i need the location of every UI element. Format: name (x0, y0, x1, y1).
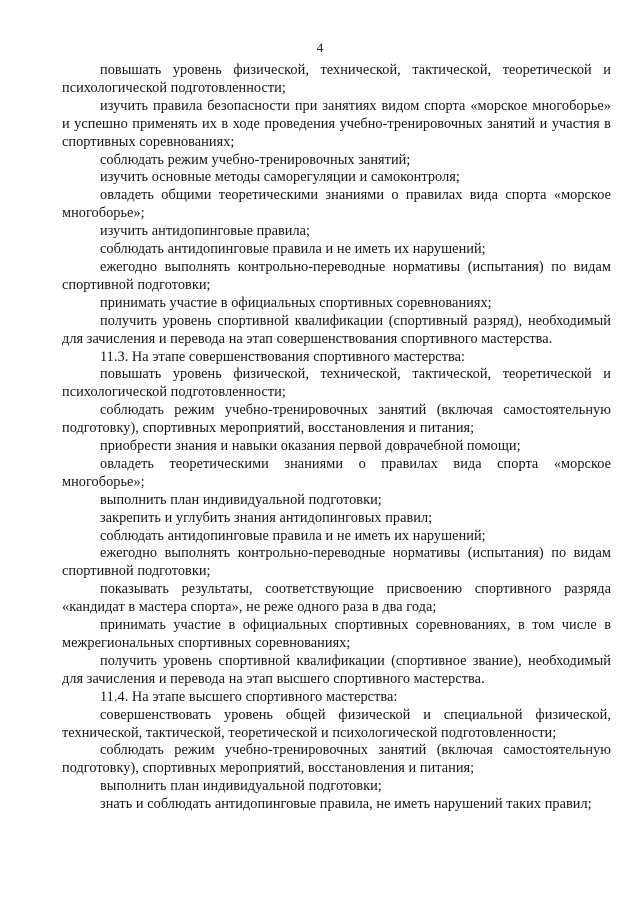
paragraph: повышать уровень физической, технической, тактической, теоретической и психологической подготовленности; (62, 366, 611, 401)
paragraph: ежегодно выполнять контрольно-переводные нормативы (испытания) по видам спортивной подготовки; (62, 545, 611, 580)
paragraph: соблюдать антидопинговые правила и не иметь их нарушений; (100, 241, 486, 258)
paragraph: принимать участие в официальных спортивных соревнованиях, в том числе в межрегиональных спортивных соревнованиях; (62, 617, 611, 651)
paragraph: соблюдать режим учебно-тренировочных занятий (включая самостоятельную подготовку), спортивных мероприятий, восстановления и питания; (62, 402, 611, 437)
paragraph: ежегодно выполнять контрольно-переводные нормативы (испытания) по видам спортивной подготовки; (62, 258, 611, 293)
section-heading: 11.4. На этапе высшего спортивного мастерства: (100, 688, 398, 705)
paragraph: соблюдать антидопинговые правила и не иметь их нарушений; (100, 527, 486, 544)
paragraph: знать и соблюдать антидопинговые правила, не иметь нарушений таких правил; (100, 796, 592, 813)
paragraph: закрепить и углубить знания антидопинговых правил; (100, 509, 433, 526)
paragraph: получить уровень спортивной квалификации (спортивный разряд), необходимый для зачисления и перевода на этап совершенствования спортивного мастерства. (62, 312, 611, 347)
paragraph: повышать уровень физической, технической, тактической, теоретической и психологической подготовленности; (62, 62, 611, 96)
paragraph: соблюдать режим учебно-тренировочных занятий; (100, 151, 411, 168)
paragraph: соблюдать режим учебно-тренировочных занятий (включая самостоятельную подготовку), спортивных мероприятий, восстановления и питания; (62, 742, 611, 777)
paragraph: овладеть теоретическими знаниями о правилах вида спорта «морское многоборье»; (62, 455, 611, 490)
paragraph: приобрести знания и навыки оказания первой доврачебной помощи; (100, 438, 521, 455)
section-heading: 11.3. На этапе совершенствования спортивного мастерства: (100, 348, 466, 365)
paragraph: показывать результаты, соответствующие присвоению спортивного разряда «кандидат в мастера спорта», не реже одного раза в два года; (62, 581, 611, 616)
paragraph: овладеть общими теоретическими знаниями о правилах вида спорта «морское многоборье»; (62, 187, 611, 222)
paragraph: принимать участие в официальных спортивных соревнованиях; (100, 294, 492, 311)
page-number: 4 (316, 40, 324, 55)
paragraph: изучить правила безопасности при занятиях видом спорта «морское многоборье» и успешно применять их в ходе проведения учебно-тренировочных занятий и участия в спортивных соревнованиях; (62, 97, 611, 150)
paragraph: выполнить план индивидуальной подготовки; (100, 491, 382, 508)
document-body (62, 62, 611, 814)
paragraph: получить уровень спортивной квалификации (спортивное звание), необходимый для зачисления и перевода на этап высшего спортивного мастерства. (62, 652, 611, 687)
paragraph: совершенствовать уровень общей физической и специальной физической, технической, тактической, теоретической и психологической подготовленности; (62, 706, 611, 741)
paragraph: изучить основные методы саморегуляции и самоконтроля; (100, 169, 460, 186)
paragraph: выполнить план индивидуальной подготовки; (100, 778, 382, 795)
paragraph: изучить антидопинговые правила; (100, 223, 311, 240)
